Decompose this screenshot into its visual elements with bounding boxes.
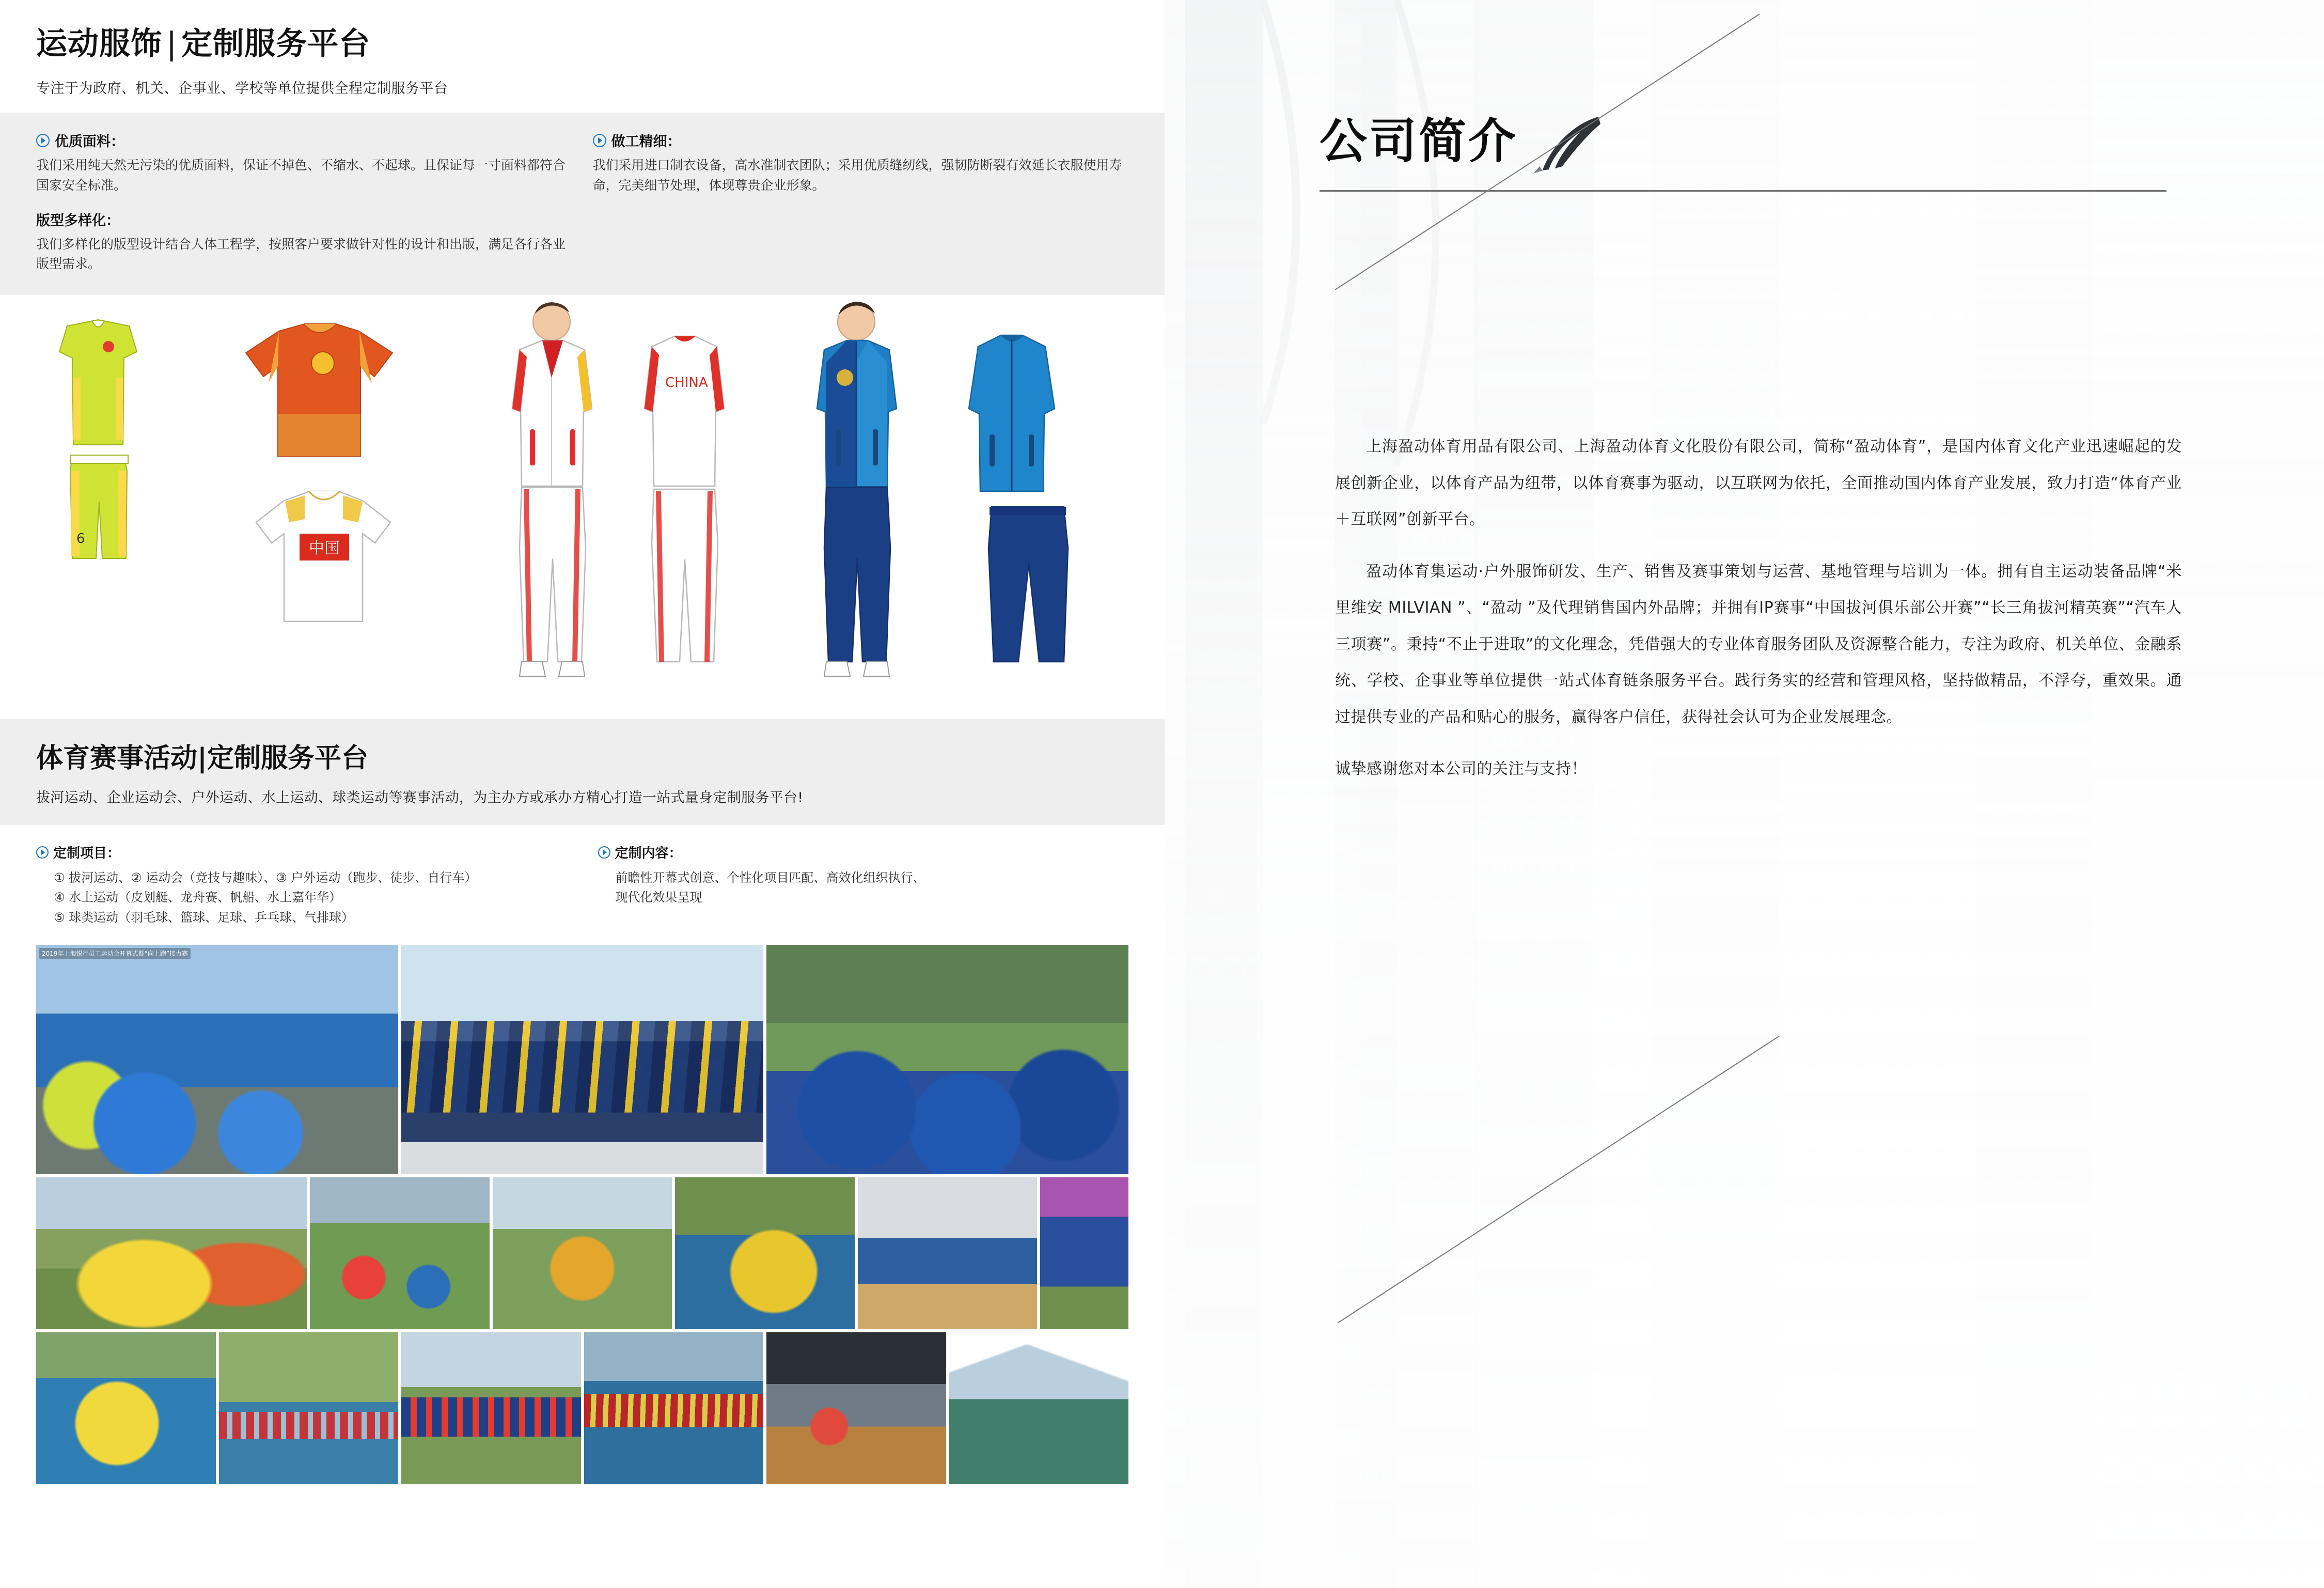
events-title-main: 体育赛事活动 (36, 743, 198, 774)
apparel-section-header (0, 0, 1165, 97)
jersey-country-text: 中国 (309, 539, 340, 557)
photo-tug-team (401, 1332, 581, 1484)
vest-number: 6 (76, 531, 85, 547)
feature-craft (593, 130, 1129, 274)
white-china-tshirt-illustration (227, 486, 398, 636)
custom-projects-column (36, 843, 567, 927)
company-intro-paragraph-2: 盈动体育集运动·户外服饰研发、生产、销售及赛事策划与运营、基地管理与培训为一体。拥有自主运动装备品牌“米里维安 MILVIAN ”、“盈动 ”及代理销售国内外品牌；并拥有IP赛事“中国拔河俱乐部公开赛”“长三角拔河精英赛”“汽车人三项赛”。秉持“不止于进取”的文化理念，凭借强大的专业体育服务团队及资源整合能力，专注为政府、机关单位、金融系统、学校、企事业等单位提供一站式体育链条服务平台。践行务实的经营和管理风格，坚持做精品，不浮夸，重效果。通过提供专业的产品和贴心的服务，赢得客户信任，获得社会认可为企业发展理念。 (1335, 562, 2182, 726)
feature-fabric-body: 我们采用纯天然无污染的优质面料，保证不掉色、不缩水、不起球。且保证每一寸面料都符合国家安全标准。 (36, 158, 566, 193)
events-section-subtitle: 拔河运动、企业运动会、户外运动、水上运动、球类运动等赛事活动，为主办方或承办方精心打造一站式量身定制服务平台! (36, 790, 804, 806)
photo-blue-crowd (766, 945, 1128, 1174)
custom-projects-line-2: ④ 水上运动（皮划艇、龙舟赛、帆船、水上嘉年华） (54, 890, 342, 905)
basketball-kit-illustration (31, 316, 170, 636)
events-title-second: 定制服务平台 (207, 743, 369, 774)
company-intro-title-text: 公司简介 (1320, 114, 1518, 169)
feather-pen-icon (1530, 113, 1608, 175)
play-bullet-icon (598, 846, 610, 859)
orange-tshirt-illustration (217, 321, 403, 476)
custom-projects-heading (36, 843, 567, 862)
white-tracksuit-front-illustration (485, 300, 620, 693)
play-bullet-icon (593, 134, 606, 147)
photo-field-game (310, 1177, 490, 1329)
photo-water-ball (36, 1332, 216, 1484)
photo-dragon-mascot (493, 1177, 672, 1329)
custom-content-line-1: 前瞻性开幕式创意、个性化项目匹配、高效化组织执行、 (615, 870, 925, 885)
company-intro-title (1320, 103, 2197, 172)
feature-craft-body: 我们采用进口制衣设备，高水准制衣团队；采用优质缝纫线，强韧防断裂有效延长衣服使用寿命，完美细节处理，体现尊贵企业形象。 (592, 158, 1122, 193)
custom-content-column (598, 843, 1129, 927)
custom-projects-line-1: ① 拔河运动、② 运动会（竞技与趣味）、③ 户外运动（跑步、徒步、自行车） (54, 870, 477, 885)
events-title-separator: | (197, 743, 208, 774)
tracksuit-back-text: CHINA (665, 375, 708, 391)
feature-pattern (36, 209, 572, 275)
company-intro-paragraph-3: 诚挚感谢您对本公司的关注与支持！ (1335, 760, 1587, 778)
photo-inflatable (36, 1177, 307, 1329)
white-tracksuit-back-illustration (620, 326, 749, 688)
feature-fabric-title (36, 130, 572, 150)
feature-fabric (36, 130, 572, 274)
photo-volleyball-hall (766, 1332, 946, 1484)
feature-pattern-body: 我们多样化的版型设计结合人体工程学，按照客户要求做针对性的设计和出版，满足各行各业版型需求。 (36, 236, 566, 272)
feature-fabric-title-text: 优质面料： (55, 134, 124, 150)
events-section-title (36, 736, 1128, 775)
custom-projects-heading-text: 定制项目： (53, 846, 121, 861)
custom-content-line-2: 现代化效果呈现 (615, 890, 702, 905)
feature-craft-title (593, 130, 1129, 150)
custom-projects-line-3: ⑤ 球类运动（羽毛球、篮球、足球、乒乓球、气排球） (54, 910, 354, 925)
page-subtitle: 专注于为政府、机关、企事业、学校等单位提供全程定制服务平台 (36, 81, 448, 97)
play-bullet-icon (36, 846, 49, 859)
photo-tug-of-war (401, 945, 763, 1174)
right-page (1165, 0, 2324, 1588)
company-intro-body (1335, 413, 2182, 799)
page-title (36, 25, 1128, 64)
title-second: 定制服务平台 (181, 26, 371, 62)
blue-tracksuit-figure-illustration (790, 300, 924, 693)
navy-pants-flat-illustration (971, 502, 1085, 672)
feature-pattern-title (36, 209, 572, 229)
photo-group-photo (1040, 1177, 1128, 1329)
apparel-illustration-group (0, 295, 1165, 719)
feature-pattern-title-text: 版型多样化： (36, 212, 120, 229)
event-photo-grid (36, 945, 1128, 1484)
title-main: 运动服饰 (36, 26, 162, 62)
blue-jacket-flat-illustration (945, 326, 1079, 502)
play-bullet-icon (36, 134, 50, 147)
photo-dragon-boat-kids (219, 1332, 399, 1484)
title-underline (1320, 190, 2166, 192)
feature-craft-title-text: 做工精细： (611, 134, 681, 150)
custom-service-lists (0, 825, 1165, 937)
photo-dragon-boat-race (584, 1332, 764, 1484)
photo-sailing (949, 1332, 1129, 1484)
photo-kayak (675, 1177, 855, 1329)
photo-run-start (36, 945, 398, 1174)
features-band (0, 113, 1165, 295)
photo-indoor-badminton (858, 1177, 1038, 1329)
custom-content-heading (598, 843, 1129, 862)
company-intro-paragraph-1: 上海盈动体育用品有限公司、上海盈动体育文化股份有限公司，简称“盈动体育”，是国内体育文化产业迅速崛起的发展创新企业，以体育产品为纽带，以体育赛事为驱动，以互联网为依托，全面推动国内体育产业发展，致力打造“体育产业＋互联网”创新平台。 (1335, 438, 2182, 528)
photo-caption: 2019年上海银行员工运动会开幕式暨“向上跑”接力赛 (39, 948, 191, 959)
features-row (36, 130, 1128, 274)
custom-content-heading-text: 定制内容： (615, 846, 682, 861)
title-separator: | (166, 26, 178, 62)
events-section-band (0, 719, 1165, 825)
company-intro-header (1320, 103, 2197, 192)
